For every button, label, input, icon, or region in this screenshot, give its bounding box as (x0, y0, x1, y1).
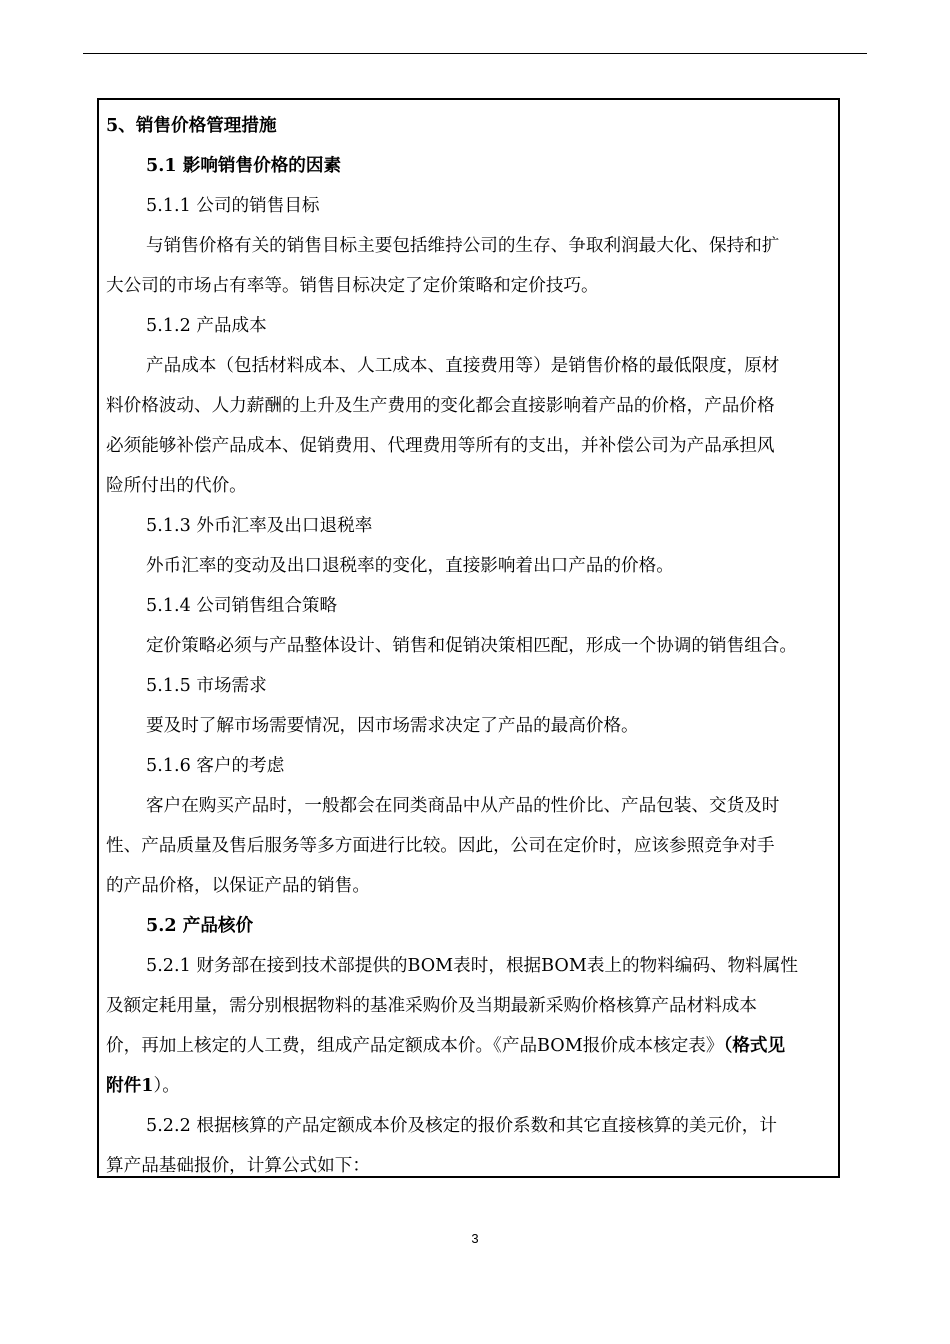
document-body (106, 106, 836, 1186)
page-number: 3 (471, 1231, 479, 1246)
paragraph-line: 定价策略必须与产品整体设计、销售和促销决策相匹配，形成一个协调的销售组合。 (146, 636, 797, 656)
section-heading-5-1: 5.1 影响销售价格的因素 (146, 155, 342, 176)
subheading-5-1-3: 5.1.3 外币汇率及出口退税率 (146, 516, 373, 536)
paragraph-line: 5.2.1 财务部在接到技术部提供的BOM表时，根据BOM表上的物料编码、物料属性 (146, 956, 798, 976)
paragraph-line: 产品成本（包括材料成本、人工成本、直接费用等）是销售价格的最低限度，原材 (146, 356, 780, 376)
paragraph-line: 外币汇率的变动及出口退税率的变化，直接影响着出口产品的价格。 (146, 556, 674, 576)
subheading-5-1-2: 5.1.2 产品成本 (146, 316, 267, 336)
paragraph-line: 算产品基础报价，计算公式如下： (106, 1156, 370, 1176)
subheading-5-1-5: 5.1.5 市场需求 (146, 676, 267, 696)
paragraph-line: 的产品价格，以保证产品的销售。 (106, 876, 370, 896)
paragraph-line: 险所付出的代价。 (106, 476, 247, 496)
header-rule (83, 53, 867, 54)
paragraph-line: 客户在购买产品时，一般都会在同类商品中从产品的性价比、产品包装、交货及时 (146, 796, 780, 816)
subheading-5-1-6: 5.1.6 客户的考虑 (146, 756, 285, 776)
section-heading-5: 5、销售价格管理措施 (106, 115, 277, 136)
paragraph-line: 大公司的市场占有率等。销售目标决定了定价策略和定价技巧。 (106, 276, 599, 296)
paragraph-line: 性、产品质量及售后服务等多方面进行比较。因此，公司在定价时，应该参照竞争对手 (106, 836, 775, 856)
section-heading-5-2: 5.2 产品核价 (146, 915, 254, 936)
subheading-5-1-1: 5.1.1 公司的销售目标 (146, 196, 320, 216)
paragraph-line (106, 1026, 836, 1066)
paragraph-line: 要及时了解市场需要情况，因市场需求决定了产品的最高价格。 (146, 716, 639, 736)
attachment-reference: 附件1 (106, 1075, 154, 1096)
paragraph-line: 及额定耗用量，需分别根据物料的基准采购价及当期最新采购价格核算产品材料成本 (106, 996, 757, 1016)
paragraph-line: 5.2.2 根据核算的产品定额成本价及核定的报价系数和其它直接核算的美元价，计 (146, 1116, 777, 1136)
format-reference: （格式见 (723, 1035, 786, 1056)
paragraph-text: ）。 (153, 1076, 180, 1096)
paragraph-text: 价，再加上核定的人工费，组成产品定额成本价。《产品BOM报价成本核定表》 (106, 1036, 724, 1056)
subheading-5-1-4: 5.1.4 公司销售组合策略 (146, 596, 338, 616)
paragraph-line: 必须能够补偿产品成本、促销费用、代理费用等所有的支出，并补偿公司为产品承担风 (106, 436, 775, 456)
paragraph-line (106, 1066, 836, 1106)
paragraph-line: 料价格波动、人力薪酬的上升及生产费用的变化都会直接影响着产品的价格，产品价格 (106, 396, 775, 416)
paragraph-line: 与销售价格有关的销售目标主要包括维持公司的生存、争取利润最大化、保持和扩 (146, 236, 780, 256)
